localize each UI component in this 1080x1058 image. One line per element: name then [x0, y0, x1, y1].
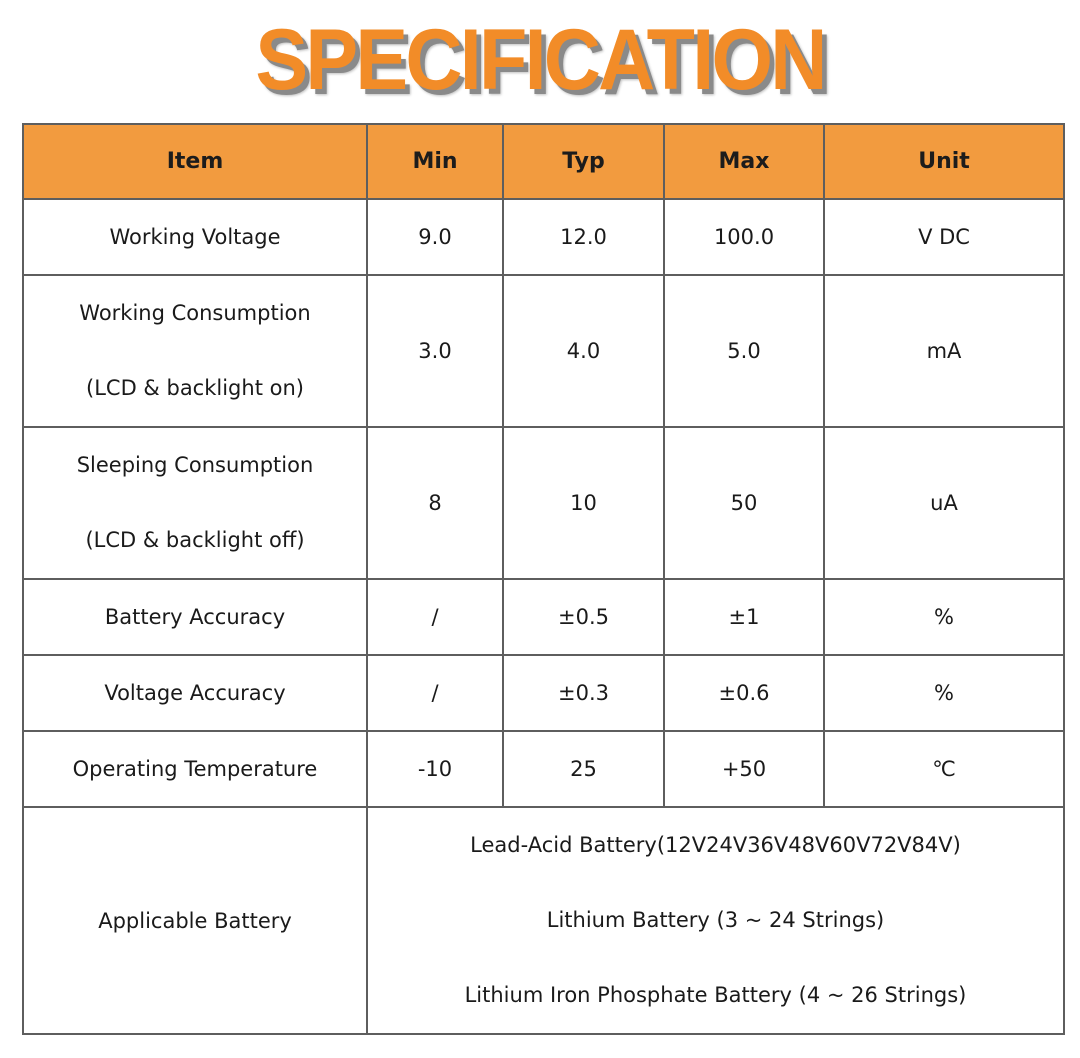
header-max: Max	[664, 124, 824, 199]
cell-max: ±1	[664, 579, 824, 655]
table-row	[23, 655, 1064, 731]
table-row	[23, 579, 1064, 655]
cell-unit: %	[824, 655, 1064, 731]
cell-max: 100.0	[664, 199, 824, 275]
cell-typ: ±0.3	[503, 655, 664, 731]
battery-type: Lead-Acid Battery(12V24V36V48V60V72V84V)	[470, 833, 961, 857]
cell-unit: mA	[824, 275, 1064, 427]
cell-item: Working Voltage	[23, 199, 367, 275]
battery-type: Lithium Battery (3 ~ 24 Strings)	[546, 908, 885, 932]
cell-unit: uA	[824, 427, 1064, 579]
cell-min: /	[367, 655, 503, 731]
header-min: Min	[367, 124, 503, 199]
cell-unit: %	[824, 579, 1064, 655]
cell-min: 3.0	[367, 275, 503, 427]
cell-item: Battery Accuracy	[23, 579, 367, 655]
battery-type: Lithium Iron Phosphate Battery (4 ~ 26 Strings)	[464, 983, 967, 1007]
cell-typ: 25	[503, 731, 664, 807]
cell-min: -10	[367, 731, 503, 807]
cell-item	[23, 427, 367, 579]
cell-max: 50	[664, 427, 824, 579]
header-typ: Typ	[503, 124, 664, 199]
cell-item: Operating Temperature	[23, 731, 367, 807]
applicable-battery-list	[367, 807, 1064, 1034]
cell-item-line: (LCD & backlight off)	[85, 528, 305, 552]
cell-item-line: Working Consumption	[79, 301, 311, 325]
cell-typ: ±0.5	[503, 579, 664, 655]
cell-item: Applicable Battery	[23, 807, 367, 1034]
cell-unit: ℃	[824, 731, 1064, 807]
cell-min: /	[367, 579, 503, 655]
cell-item	[23, 275, 367, 427]
cell-max: ±0.6	[664, 655, 824, 731]
table-header-row	[23, 124, 1064, 199]
specification-table	[22, 123, 1065, 1035]
cell-item-line: Sleeping Consumption	[76, 453, 314, 477]
table-row	[23, 731, 1064, 807]
cell-item-line: (LCD & backlight on)	[86, 376, 304, 400]
table-row	[23, 199, 1064, 275]
cell-max: +50	[664, 731, 824, 807]
table-row	[23, 275, 1064, 427]
cell-typ: 10	[503, 427, 664, 579]
page-title: SPECIFICATION	[255, 12, 825, 108]
header-unit: Unit	[824, 124, 1064, 199]
table-row-applicable-battery	[23, 807, 1064, 1034]
cell-min: 9.0	[367, 199, 503, 275]
cell-min: 8	[367, 427, 503, 579]
cell-unit: V DC	[824, 199, 1064, 275]
cell-typ: 12.0	[503, 199, 664, 275]
cell-typ: 4.0	[503, 275, 664, 427]
table-row	[23, 427, 1064, 579]
cell-item: Voltage Accuracy	[23, 655, 367, 731]
cell-max: 5.0	[664, 275, 824, 427]
header-item: Item	[23, 124, 367, 199]
